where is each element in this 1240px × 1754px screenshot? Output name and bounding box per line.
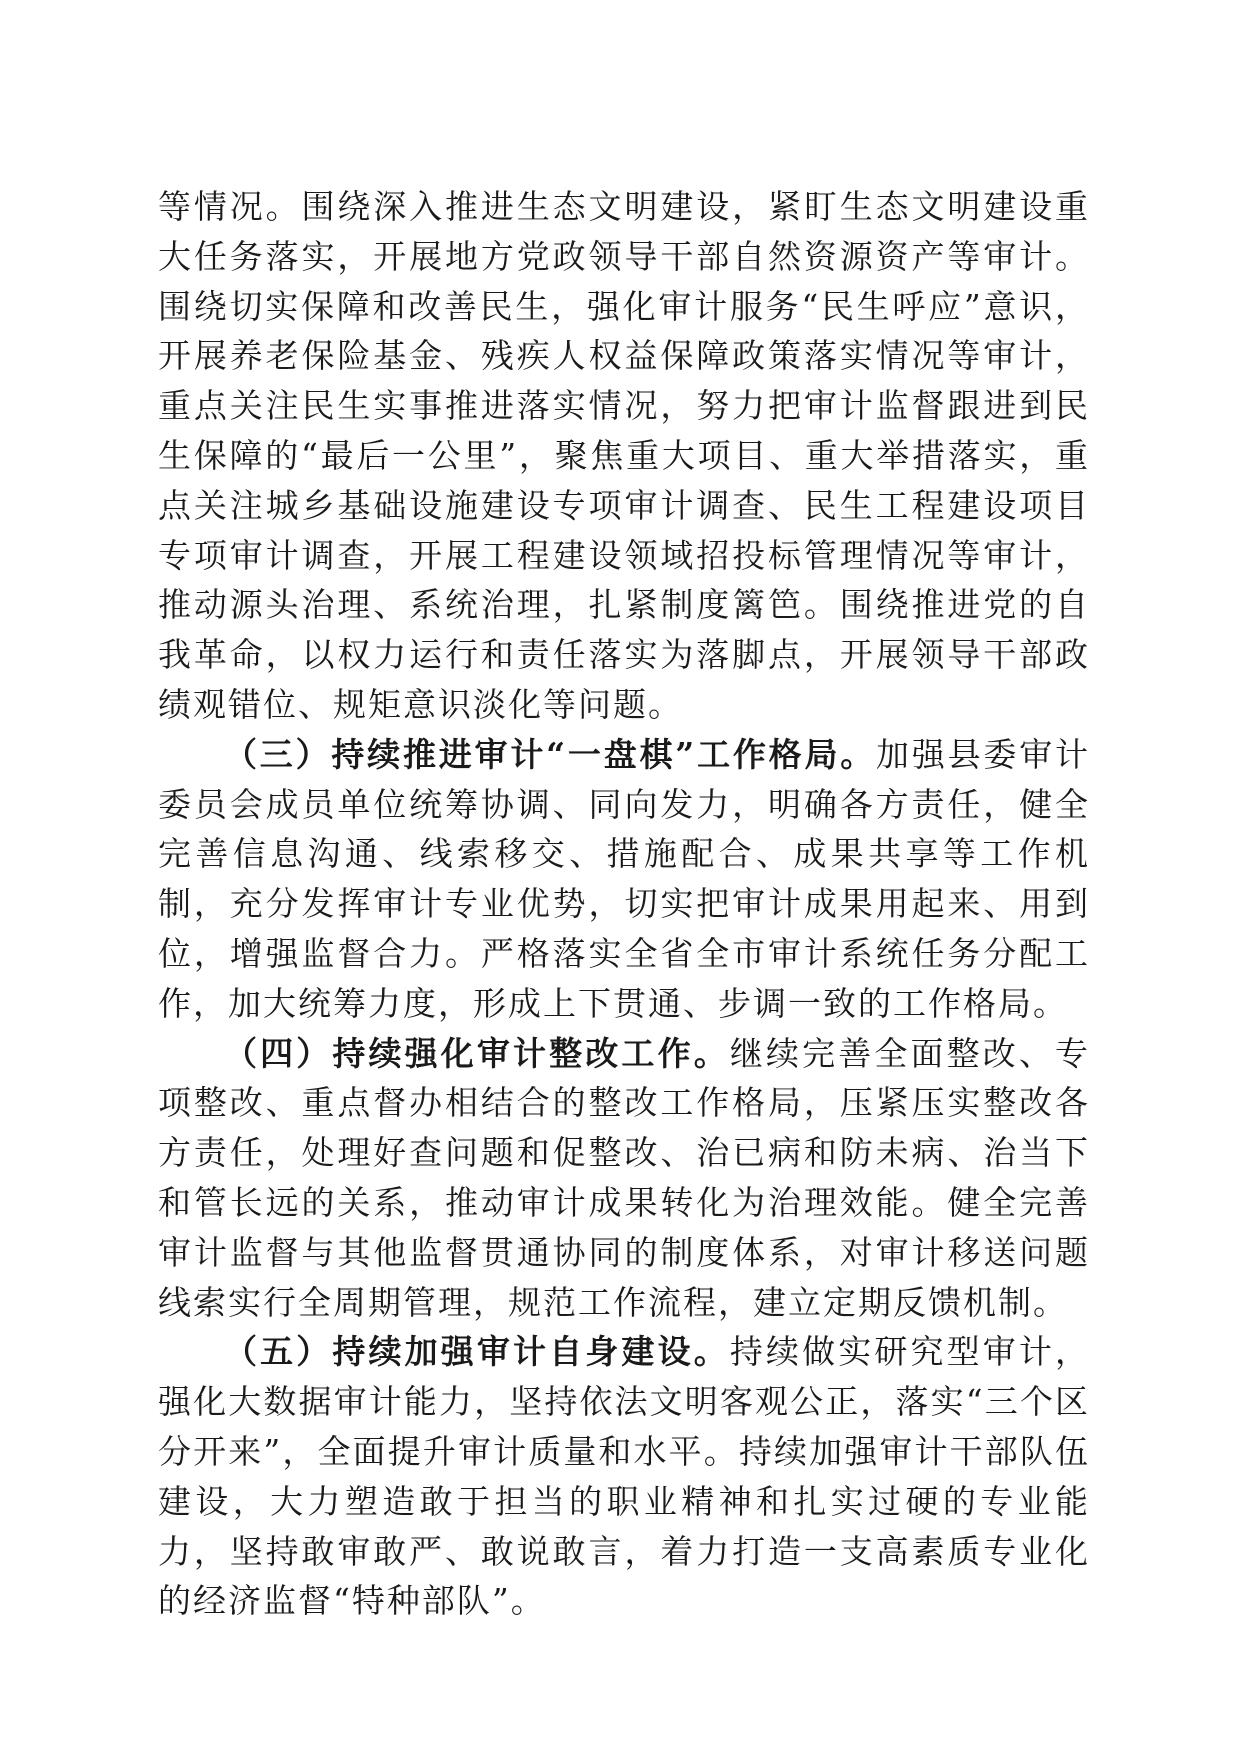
paragraph-section-five (158, 1327, 1090, 1626)
document-body (158, 182, 1090, 1626)
section-heading: （五）持续加强审计自身建设。 (224, 1332, 730, 1372)
paragraph-continuation (158, 182, 1090, 730)
paragraph-body: 持续做实研究型审计，强化大数据审计能力，坚持依法文明客观公正，落实“三个区分开来”，全面提升审计质量和水平。持续加强审计干部队伍建设，大力塑造敢于担当的职业精神和扎实过硬的专业能力，坚持敢审敢严、敢说敢言，着力打造一支高素质专业化的经济监督“特种部队”。 (158, 1332, 1091, 1621)
paragraph-body: 继续完善全面整改、专项整改、重点督办相结合的整改工作格局，压紧压实整改各方责任，处理好查问题和促整改、治已病和防未病、治当下和管长远的关系，推动审计成果转化为治理效能。健全完善审计监督与其他监督贯通协同的制度体系，对审计移送问题线索实行全周期管理，规范工作流程，建立定期反馈机制。 (158, 1033, 1091, 1322)
paragraph-body: 等情况。围绕深入推进生态文明建设，紧盯生态文明建设重大任务落实，开展地方党政领导干部自然资源资产等审计。围绕切实保障和改善民生，强化审计服务“民生呼应”意识，开展养老保险基金、残疾人权益保障政策落实情况等审计，重点关注民生实事推进落实情况，努力把审计监督跟进到民生保障的“最后一公里”，聚焦重大项目、重大举措落实，重点关注城乡基础设施建设专项审计调查、民生工程建设项目专项审计调查，开展工程建设领域招投标管理情况等审计，推动源头治理、系统治理，扎紧制度篱笆。围绕推进党的自我革命，以权力运行和责任落实为落脚点，开展领导干部政绩观错位、规矩意识淡化等问题。 (158, 187, 1090, 724)
paragraph-section-four (158, 1029, 1090, 1328)
section-heading: （四）持续强化审计整改工作。 (224, 1033, 730, 1073)
section-heading: （三）持续推进审计“一盘棋”工作格局。 (224, 734, 877, 774)
paragraph-body: 加强县委审计委员会成员单位统筹协调、同向发力，明确各方责任，健全完善信息沟通、线索移交、措施配合、成果共享等工作机制，充分发挥审计专业优势，切实把审计成果用起来、用到位，增强监督合力。严格落实全省全市审计系统任务分配工作，加大统筹力度，形成上下贯通、步调一致的工作格局。 (158, 734, 1090, 1023)
paragraph-section-three (158, 730, 1090, 1029)
